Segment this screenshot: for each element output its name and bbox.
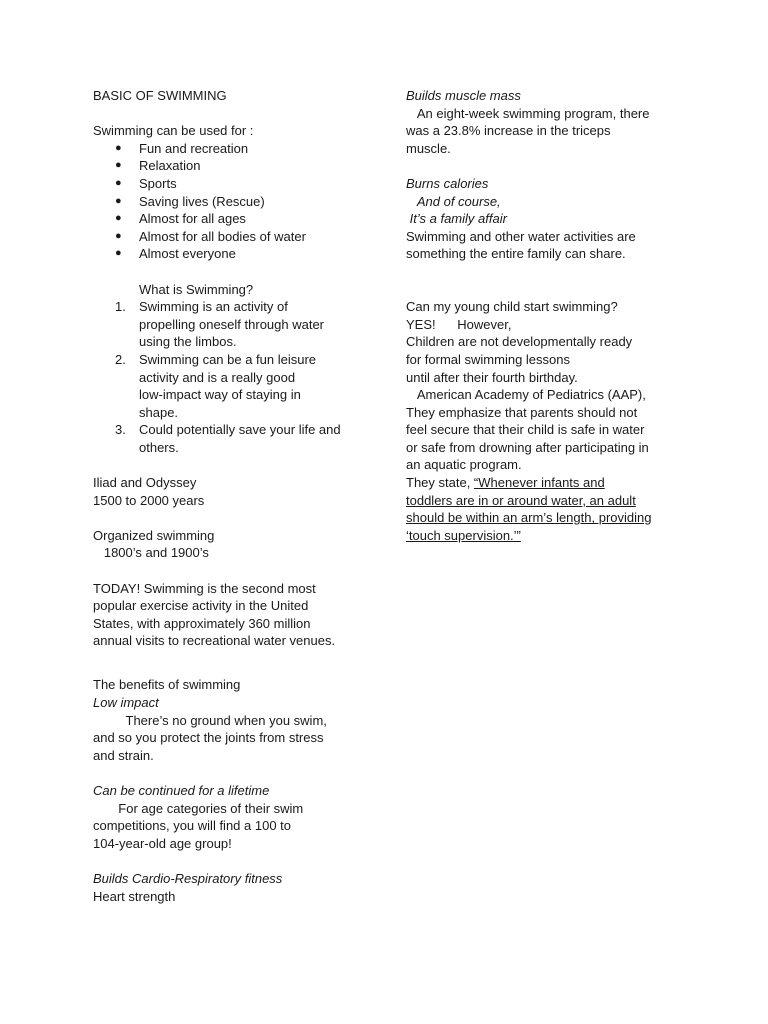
muscle-text: An eight-week swimming program, there was a 23.8% increase in the triceps muscle. <box>406 105 650 156</box>
list-item: 2. Swimming can be a fun leisure activity and is a really good low-impact way of staying in shape. <box>115 351 317 420</box>
of-course-line: And of course, <box>406 193 501 209</box>
lifetime-heading: Can be continued for a lifetime <box>93 782 270 798</box>
right-column <box>406 87 686 544</box>
list-item: ● Almost everyone <box>115 246 236 262</box>
uses-list <box>93 140 373 263</box>
list-item: ● Almost for all ages <box>115 211 246 227</box>
benefits-heading: The benefits of swimming <box>93 677 241 693</box>
organized-swimming-years: 1800’s and 1900’s <box>93 545 209 561</box>
left-column <box>93 87 373 905</box>
family-heading: It’s a family affair <box>406 211 507 227</box>
uses-intro: Swimming can be used for : <box>93 123 254 139</box>
quote-paragraph <box>406 474 686 492</box>
bullet-icon: ● <box>115 141 122 154</box>
list-item: ● Sports <box>115 175 177 191</box>
list-item: ● Fun and recreation <box>115 140 249 156</box>
list-item: 3. Could potentially save your life and others. <box>115 422 341 455</box>
cardio-heading: Builds Cardio-Respiratory fitness <box>93 870 283 886</box>
quote-rest: toddlers are in or around water, an adult should be within an arm’s length, providing ‘touch supervision.’” <box>406 492 652 543</box>
bullet-icon: ● <box>115 159 122 172</box>
family-text: Swimming and other water activities are something the entire family can share. <box>406 228 636 262</box>
bullet-icon: ● <box>115 176 122 189</box>
calories-heading: Burns calories <box>406 175 489 191</box>
today-paragraph: TODAY! Swimming is the second most popular exercise activity in the United States, with approximately 360 million annual visits to recreational water venues. <box>93 580 336 649</box>
list-item: 1. Swimming is an activity of propelling oneself through water using the limbos. <box>115 299 325 350</box>
what-is-swimming-heading: What is Swimming? <box>139 281 254 297</box>
quote-first-line: “Whenever infants and <box>473 475 605 491</box>
what-is-swimming-list <box>93 298 373 456</box>
document-title: BASIC OF SWIMMING <box>93 88 227 103</box>
aap-text: American Academy of Pediatrics (AAP), They emphasize that parents should not feel secure that their child is safe in water or safe from drowning after participating in an aquatic program. <box>406 387 649 473</box>
muscle-heading: Builds muscle mass <box>406 88 521 103</box>
low-impact-heading: Low impact <box>93 694 159 710</box>
bullet-icon: ● <box>115 194 122 207</box>
organized-swimming-line: Organized swimming <box>93 527 215 543</box>
bullet-icon: ● <box>115 229 122 242</box>
bullet-icon: ● <box>115 247 122 260</box>
list-item: ● Relaxation <box>115 158 201 174</box>
child-question: Can my young child start swimming? <box>406 299 618 315</box>
quote-prefix: They state, <box>406 475 474 491</box>
children-text: Children are not developmentally ready for formal swimming lessons until after their fourth birthday. <box>406 334 633 385</box>
list-item: ● Saving lives (Rescue) <box>115 193 265 209</box>
cardio-text: Heart strength <box>93 888 176 904</box>
iliad-line: Iliad and Odyssey <box>93 475 197 491</box>
iliad-years: 1500 to 2000 years <box>93 492 205 508</box>
lifetime-text: For age categories of their swim competitions, you will find a 100 to 104-year-old age group! <box>93 800 304 851</box>
bullet-icon: ● <box>115 212 122 225</box>
yes-line: YES! However, <box>406 316 512 332</box>
list-item: ● Almost for all bodies of water <box>115 228 306 244</box>
low-impact-text: There’s no ground when you swim, and so you protect the joints from stress and strain. <box>93 712 327 763</box>
